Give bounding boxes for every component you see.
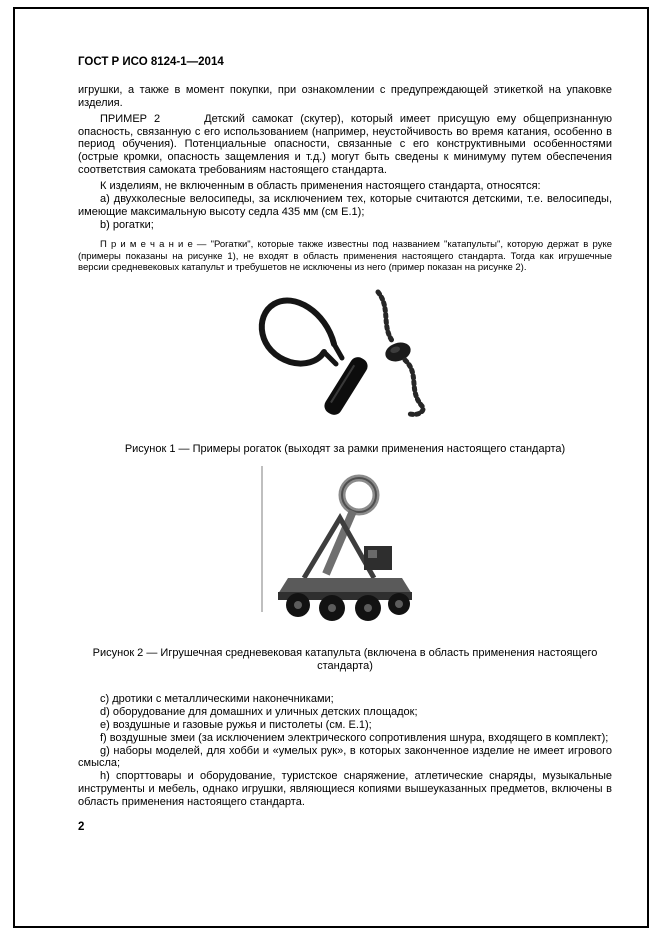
list-item-e: e) воздушные и газовые ружья и пистолеты (см. Е.1); xyxy=(100,718,372,731)
figure-2 xyxy=(78,466,612,631)
list-item-g: g) наборы моделей, для хобби и «умелых рук», в которых законченное изделие не имеет игрового смысла; xyxy=(78,744,612,770)
list-item-h: h) спорттовары и оборудование, туристское снаряжение, атлетические снаряды, музыкальные инструменты и мебель, однако игрушки, являющиеся копиями вышеуказанных предметов, включены в область применения настоящего стандарта. xyxy=(78,770,612,809)
catapult-photo xyxy=(260,466,430,626)
page-content xyxy=(78,56,612,833)
list-item-a: a) двухколесные велосипеды, за исключением тех, которые считаются детскими, т.е. велосипеды, имеющие максимальную высоту седла 435 мм (см Е.1); xyxy=(78,192,612,218)
example-2-label: ПРИМЕР 2 xyxy=(100,112,161,125)
page-number: 2 xyxy=(78,820,85,833)
example-2-paragraph xyxy=(78,113,612,177)
figure-1 xyxy=(78,286,612,429)
example-2-text: Детский самокат (скутер), который имеет присущую ему общепризнанную опасность, связанную с его использованием (например, неустойчивость во время катания, особенно в период обучения). Потенциальные опасности, связанные с его конструктивными особенностями (острые кромки, опасность защемления и т.д.) могут быть сведены к минимуму путем обеспечения соответствия самоката требованиям настоящего стандарта. xyxy=(78,112,612,177)
intro-paragraph: игрушки, а также в момент покупки, при ознакомлении с предупреждающей этикеткой на упаковке изделия. xyxy=(78,84,612,109)
slingshot-photo xyxy=(250,286,440,424)
list-item-d: d) оборудование для домашних и уличных детских площадок; xyxy=(100,706,418,719)
scope-intro-paragraph: К изделиям, не включенным в область применения настоящего стандарта, относятся: xyxy=(100,180,541,193)
list-item-f: f) воздушные змеи (за исключением электрического сопротивления шнура, входящего в комплект); xyxy=(100,731,609,744)
list-item-c: c) дротики с металлическими наконечниками; xyxy=(100,693,334,706)
list-item-b: b) рогатки; xyxy=(100,218,154,231)
figure-2-caption: Рисунок 2 — Игрушечная средневековая катапульта (включена в область применения настоящего стандарта) xyxy=(92,646,598,672)
list-items-c-h xyxy=(78,693,612,809)
document-header: ГОСТ Р ИСО 8124-1—2014 xyxy=(78,56,224,68)
figure-1-caption: Рисунок 1 — Примеры рогаток (выходят за рамки применения настоящего стандарта) xyxy=(124,442,566,455)
note-paragraph: П р и м е ч а н и е — "Рогатки", которые также известны под названием "катапульты", которую держат в руке (примеры показаны на рисунке 1), не входят в область применения настоящего стандарта. Тогда как игрушечные версии средневековых катапульт и требушетов не исключены из него (пример показан на рисунке 2). xyxy=(78,239,612,274)
